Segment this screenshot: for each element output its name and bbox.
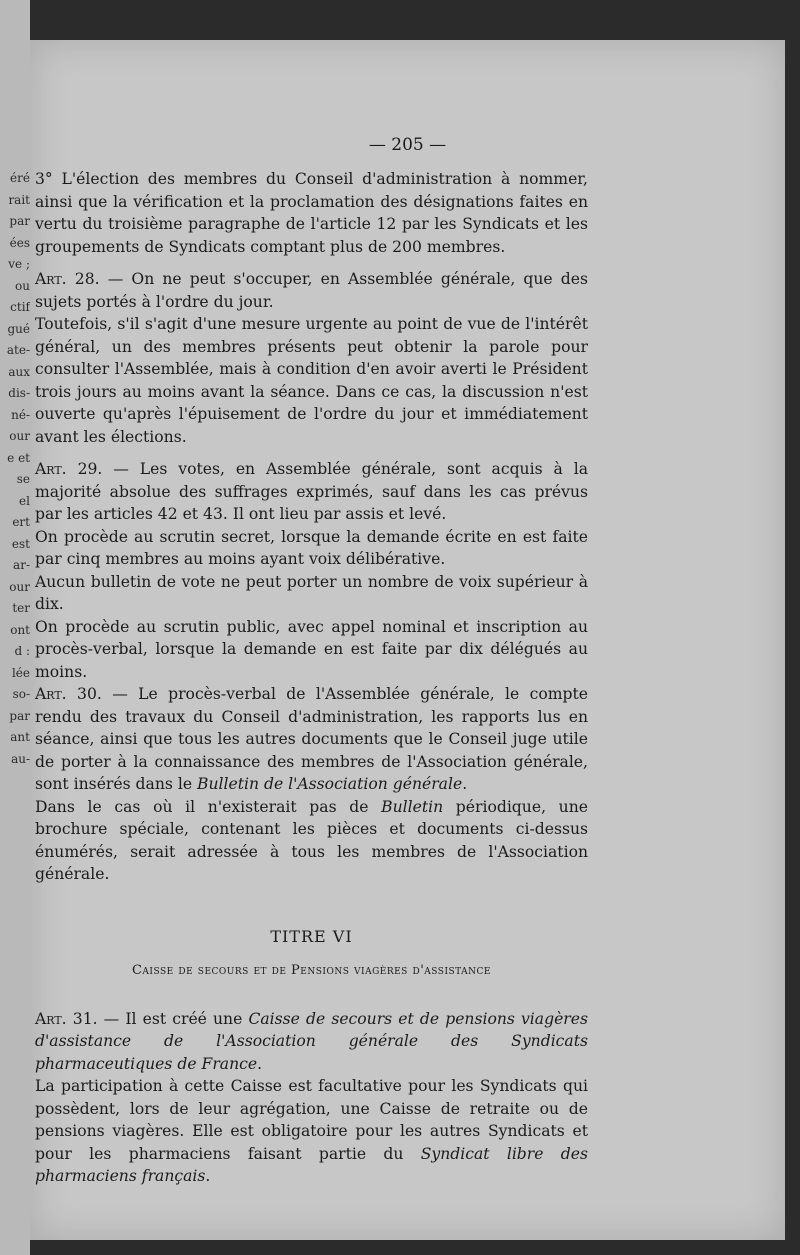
left-page-fragment: our (9, 579, 30, 594)
left-page-fragment: ont (10, 622, 30, 637)
left-page-fragment: el (19, 493, 30, 508)
article-30-text: 30. — Le procès-verbal de l'Assemblée générale, le compte rendu des travaux du Conseil d'administration, les rapports lus en séance, ainsi que tous les autres documents que le Conseil juge utile de porter à la connaissance des membres de l'Association générale, sont insérés dans le (35, 685, 588, 793)
left-page-fragment: so- (12, 687, 30, 701)
body-text (35, 168, 588, 1198)
paragraph-item-3: 3° L'élection des membres du Conseil d'administration à nommer, ainsi que la vérification et la proclamation des désignations faites en vertu du troisième paragraphe de l'article 12 par les Syndicats et les groupements de Syndicats comptant plus de 200 membres. (35, 170, 588, 256)
article-29 (35, 458, 588, 526)
bulletin-title: Bulletin de l'Association générale (197, 775, 463, 793)
article-28-text: 28. — On ne peut s'occuper, en Assemblée générale, que des sujets portés à l'ordre du jour. (35, 270, 588, 311)
section-subtitle: Caisse de secours et de Pensions viagères d'assistance (131, 963, 492, 978)
left-page-fragment: ar- (13, 558, 30, 572)
article-label: Art. (35, 270, 67, 288)
left-page-fragment: dis- (8, 386, 30, 400)
left-page-fragment: e et (7, 450, 30, 465)
article-31-text: 31. — Il est créé une (66, 1009, 249, 1028)
article-label: Art. (35, 1009, 67, 1028)
left-page-fragment: gué (7, 321, 30, 336)
article-28 (35, 268, 588, 313)
article-29-p4: On procède au scrutin public, avec appel nominal et inscription au procès-verbal, lorsque la demande en est faite par dix délégués au moins. (35, 617, 588, 681)
caisse-name: Caisse de secours et de pensions viagères d'assistance de l'Association générale des Syndicats pharmaceutiques de France (35, 1009, 588, 1073)
left-page-fragment: né- (11, 407, 30, 422)
article-30-end: . (462, 775, 468, 793)
article-29-p2: On procède au scrutin secret, lorsque la demande écrite en est faite par cinq membres au moins ayant voix délibérative. (35, 527, 588, 568)
article-30-p2 (35, 796, 588, 886)
left-page-fragment: ert (12, 515, 30, 529)
bulletin-word: Bulletin (381, 797, 444, 816)
article-label: Art. (35, 685, 67, 703)
left-page-fragment: d : (14, 644, 30, 658)
article-label: Art. (35, 460, 67, 478)
left-page-fragment: rait (8, 192, 30, 207)
left-page-fragment: our (9, 429, 30, 443)
section-title: TITRE VI (270, 926, 353, 946)
article-31 (35, 1008, 588, 1076)
page (30, 40, 785, 1240)
left-page-fragments (0, 168, 30, 770)
left-page-edge (0, 0, 30, 1255)
article-29-text: 29. — Les votes, en Assemblée générale, sont acquis à la majorité absolue des suffrages exprimés, sauf dans les cas prévus par les articles 42 et 43. Il ont lieu par assis et levé. (35, 460, 588, 523)
article-28-p2: Toutefois, s'il s'agit d'une mesure urgente au point de vue de l'intérêt général, un des membres présents peut obtenir la parole pour consulter l'Assemblée, mais à condition d'en avoir averti le Président trois jours au moins avant la séance. Dans ce cas, la discussion n'est ouverte qu'après l'épuisement de l'ordre du jour et immédiatement avant les élections. (35, 315, 588, 446)
left-page-fragment: aux (8, 364, 30, 379)
left-page-fragment: se (16, 472, 30, 486)
article-30-p2-a: Dans le cas où il n'existerait pas de (35, 797, 382, 816)
left-page-fragment: ées (9, 235, 30, 250)
article-29-p3: Aucun bulletin de vote ne peut porter un nombre de voix supérieur à dix. (35, 572, 588, 613)
left-page-fragment: lée (11, 665, 30, 680)
left-page-fragment: ve ; (8, 257, 30, 271)
left-page-fragment: par (9, 708, 30, 723)
article-31-p2-end: . (205, 1167, 211, 1185)
syndicat-name: Syndicat libre des pharmaciens français (35, 1144, 588, 1185)
left-page-fragment: éré (10, 171, 30, 185)
left-page-fragment: au- (11, 751, 30, 766)
left-page-fragment: ate- (6, 343, 30, 357)
article-31-p2-a: La participation à cette Caisse est facultative pour les Syndicats qui possèdent, lors de leur agrégation, une Caisse de retraite ou de pensions viagères. Elle est obligatoire pour les autres Syndicats et pour les pharmaciens faisant partie du (35, 1077, 588, 1163)
left-page-fragment: ou (15, 278, 30, 293)
article-31-end: . (257, 1054, 263, 1073)
left-page-fragment: ant (10, 730, 30, 744)
article-31-p2 (35, 1075, 588, 1188)
left-page-fragment: ter (12, 601, 30, 615)
left-page-fragment: est (11, 536, 30, 551)
article-30 (35, 683, 588, 796)
left-page-fragment: ctif (10, 300, 30, 314)
page-number: — 205 — (368, 135, 447, 155)
left-page-fragment: par (9, 214, 30, 228)
article-30-p2-b: périodique, une brochure spéciale, contenant les pièces et documents ci-dessus énumérés, serait adressée à tous les membres de l'Association générale. (35, 797, 588, 883)
